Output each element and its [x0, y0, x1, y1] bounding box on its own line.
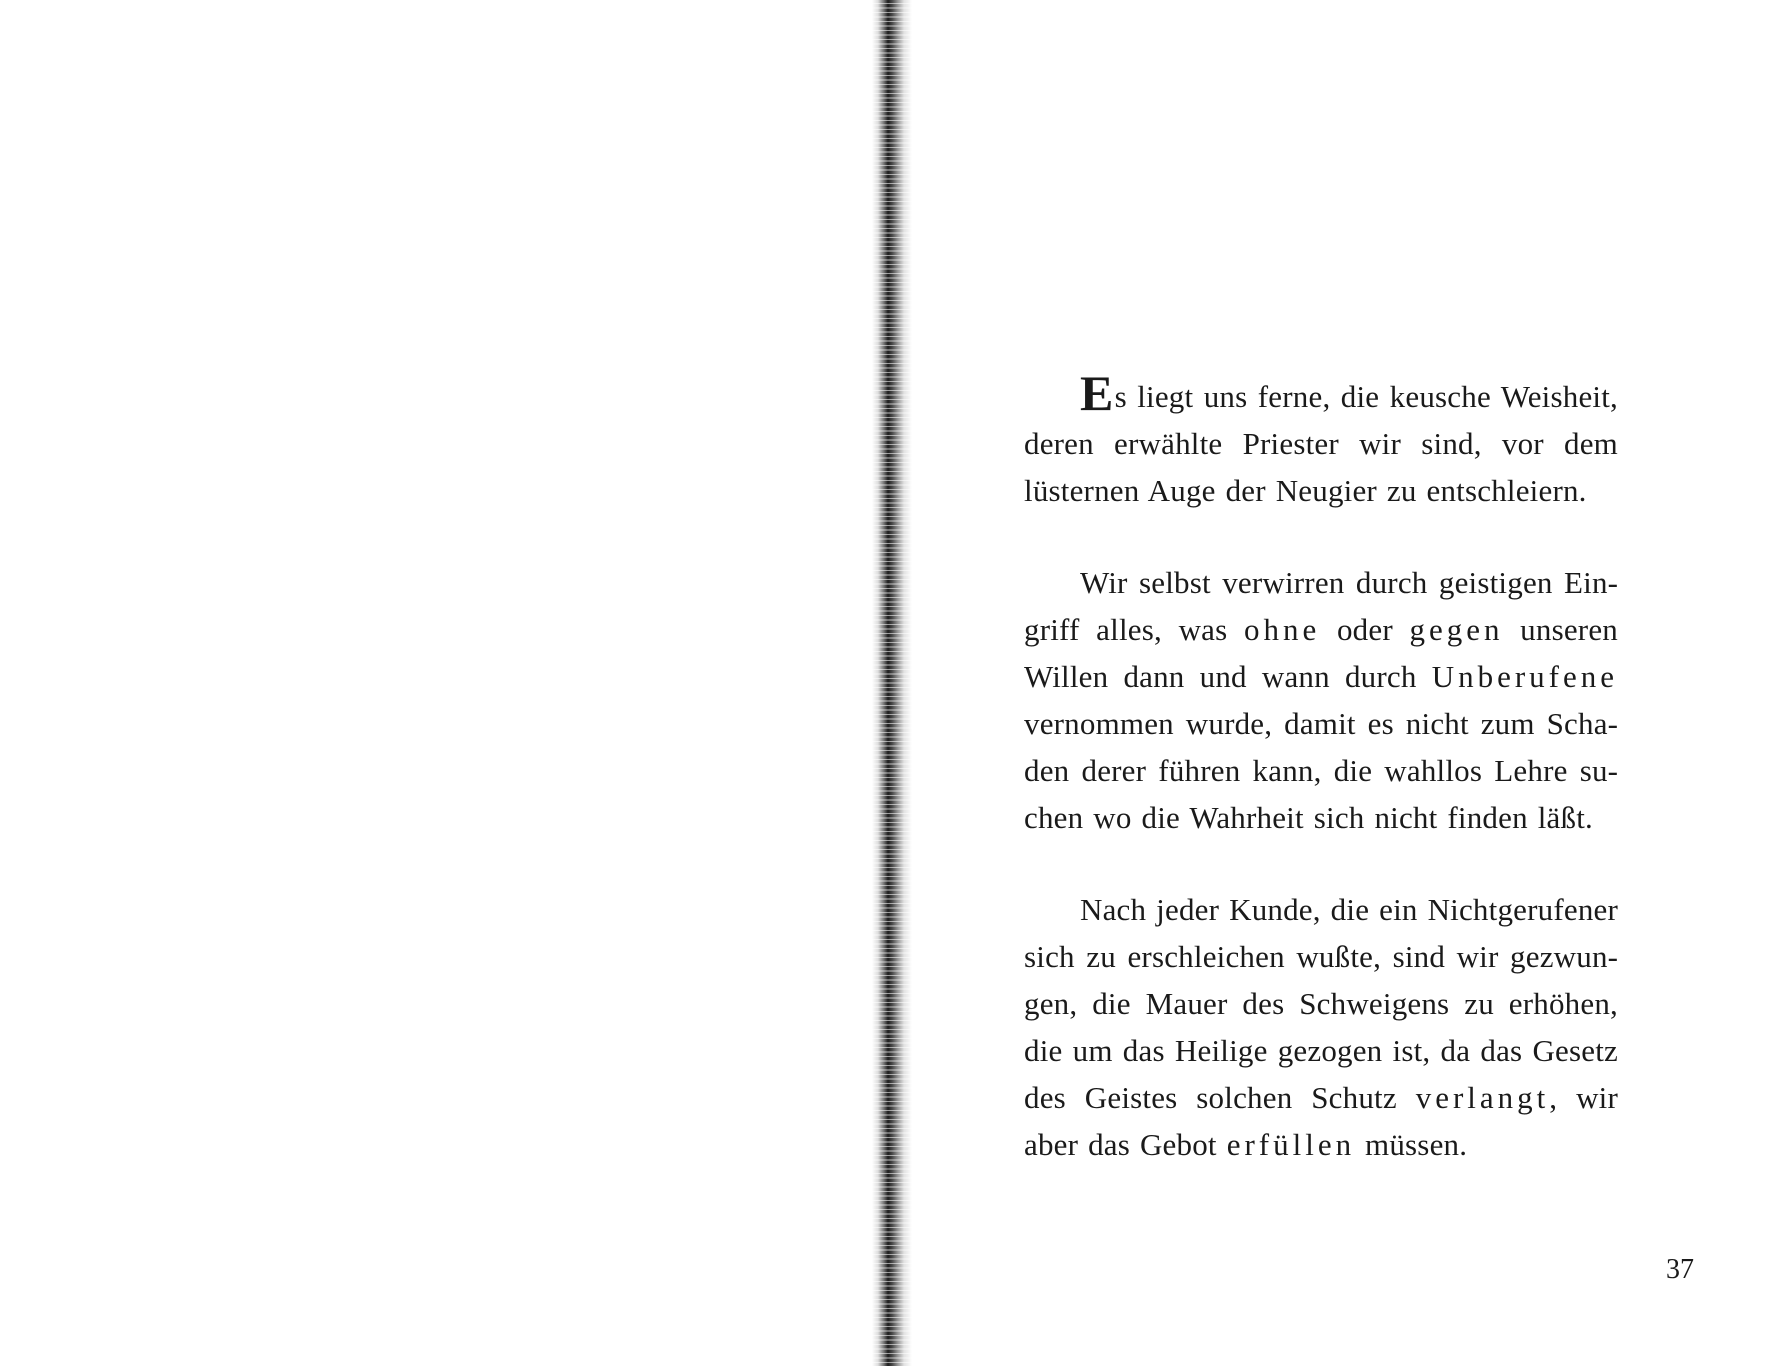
paragraph-2-emphasis-1: ohne	[1244, 612, 1321, 647]
drop-cap: E	[1080, 365, 1114, 421]
paragraph-2-emphasis-3: Unberufene	[1431, 659, 1618, 694]
paragraph-2	[1024, 559, 1618, 841]
paragraph-3-part-1: Nach jeder Kunde, die ein Nichtgerufener sich zu erschleichen wußte, sind wir gezwungen, die Mauer des Schweigens zu erhöhen, die um das Heilige gezogen ist, da das Gesetz des Geistes solchen Schutz	[1024, 892, 1618, 1115]
paragraph-2-part-3: unseren Willen dann und wann durch	[1024, 612, 1618, 694]
paragraph-2-emphasis-2: gegen	[1409, 612, 1504, 647]
book-gutter	[872, 0, 912, 1366]
paragraph-2-part-1: Wir selbst verwirren durch geistigen Eingriff alles, was	[1024, 565, 1618, 647]
page-number: 37	[1666, 1254, 1694, 1285]
paragraph-3-emphasis-1: verlangt	[1415, 1080, 1550, 1115]
left-page-blank	[0, 0, 880, 1366]
paragraph-1-text: s liegt uns ferne, die keusche Weisheit, deren erwählte Priester wir sind, vor dem lüsternen Auge der Neugier zu entschleiern.	[1024, 379, 1618, 508]
paragraph-1	[1024, 365, 1618, 514]
right-page	[912, 0, 1774, 1366]
paragraph-3-part-3: müssen.	[1355, 1127, 1468, 1162]
paragraph-2-part-2: oder	[1320, 612, 1410, 647]
paragraph-3	[1024, 886, 1618, 1168]
paragraph-3-part-2: , wir aber das Gebot	[1024, 1080, 1618, 1162]
paragraph-2-part-4: vernommen wurde, damit es nicht zum Schaden derer führen kann, die wahllos Lehre suchen wo die Wahrheit sich nicht finden läßt.	[1024, 706, 1618, 835]
text-block	[1024, 365, 1618, 1213]
paragraph-3-emphasis-2: erfüllen	[1226, 1127, 1356, 1162]
